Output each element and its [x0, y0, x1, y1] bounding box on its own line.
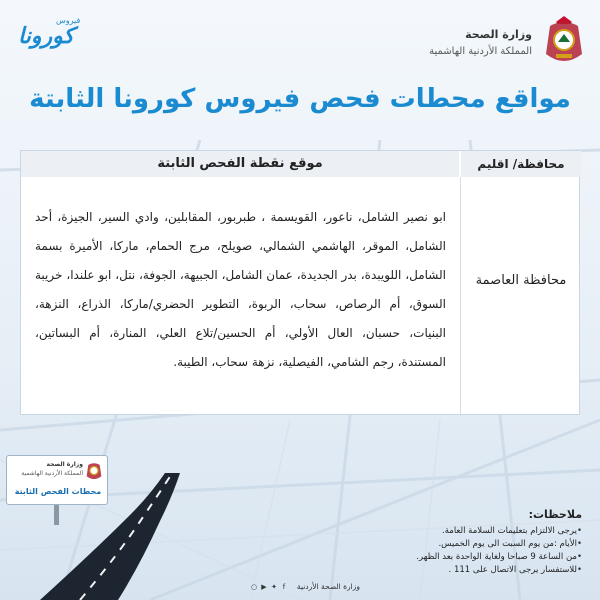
sign-post [54, 505, 59, 525]
corona-logo-text: كورونا [18, 24, 74, 49]
note-item: • من الساعة 9 صباحا ولغاية الواحدة بعد الظهر. [282, 551, 582, 564]
sign-kingdom-name: المملكة الأردنية الهاشمية [21, 470, 83, 477]
note-item: • للاستفسار يرجى الاتصال على 111 . [282, 564, 582, 577]
table-cell-locations: ابو نصير الشامل، ناعور، القويسمة ، طبربور، المقابلين، وادي السير، الجيزة، أحد الشامل، الموقر، الهاشمي الشمالي، صويلح، مرج الحمام، ماركا، الأميرة بسمة الشامل، اللويبدة، بدر الجديدة، عمان الشامل، الجبيهة، الجوفة، نتل، ابو علندا، خريبة السوق، أم الرصاص، سحاب، الربوة، التطوير الحضري/ماركا، الذراع، النزهة، البنيات، حسبان، العال الأولي، أم الحسين/تلاع العلي، المنارة، أم البساتين، المستندة، رجم الشامي، الفيصلية، نزهة سحاب، الطيبة. [21, 177, 461, 416]
web-icon[interactable]: ○ [250, 583, 258, 591]
ministry-name: وزارة الصحة [465, 28, 532, 41]
footer [250, 582, 360, 594]
table-cell-governorate: محافظة العاصمة [475, 273, 567, 288]
corona-logo-small-text: فيروس [56, 16, 81, 25]
corona-logo [18, 16, 108, 60]
notes-list [282, 525, 582, 577]
notes-section [282, 508, 582, 577]
notes-title: ملاحظات: [528, 508, 582, 521]
facebook-icon[interactable]: f [282, 583, 286, 591]
kingdom-name: المملكة الأردنية الهاشمية [429, 46, 532, 57]
youtube-icon[interactable]: ▶ [261, 583, 267, 591]
twitter-icon[interactable]: ✦ [271, 583, 277, 591]
footer-text: وزارة الصحة الأردنية [296, 582, 360, 591]
sign-title: محطات الفحص الثابتة [14, 487, 102, 496]
sign-emblem-icon [85, 460, 103, 482]
sign-ministry-name: وزارة الصحة [46, 461, 83, 468]
ministry-header [386, 14, 586, 74]
page-title: مواقع محطات فحص فيروس كورونا الثابتة [29, 84, 571, 114]
testing-stations-table [20, 150, 580, 415]
note-item: • يرجى الالتزام بتعليمات السلامة العامة. [282, 525, 582, 538]
sign-board [6, 455, 108, 505]
note-item: • الأيام :من يوم السبت الى يوم الخميس. [282, 538, 582, 551]
column-header-location: موقع نقطة الفحص الثابتة [21, 151, 461, 177]
column-header-governorate: محافظة/ اقليم [461, 151, 581, 177]
social-icons [250, 583, 288, 593]
jordan-coat-of-arms-icon [542, 14, 586, 68]
station-sign [6, 455, 108, 521]
